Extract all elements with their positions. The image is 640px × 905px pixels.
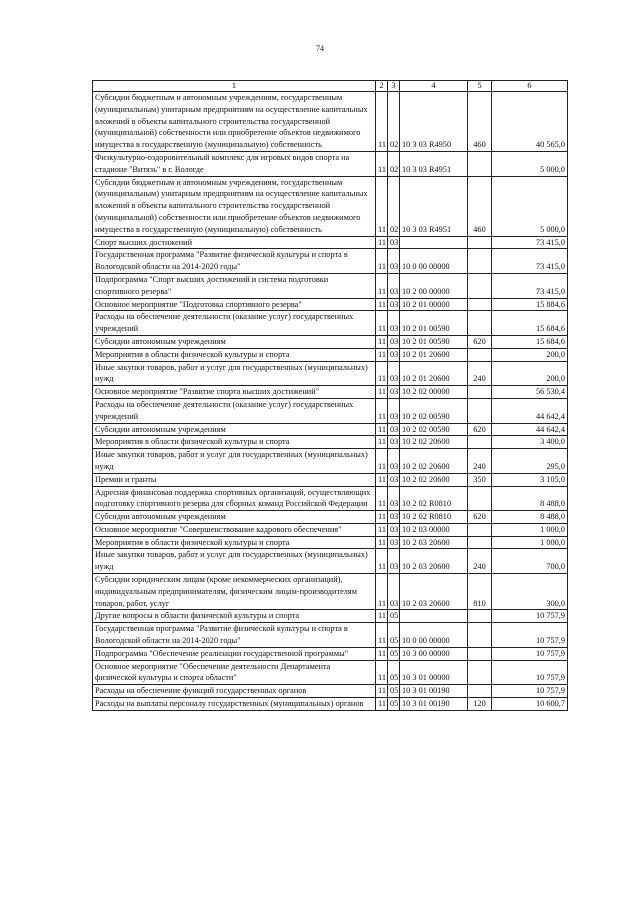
row-target-article: 10 0 00 00000 — [400, 249, 468, 274]
table-row — [93, 647, 568, 660]
row-target-article: 10 3 01 00190 — [400, 698, 468, 711]
page-number: 74 — [316, 44, 324, 53]
column-header-amount: 6 — [492, 81, 568, 92]
row-section: 11 — [376, 660, 388, 685]
row-target-article: 10 2 03 20600 — [400, 549, 468, 574]
table-row — [93, 536, 568, 549]
table-header-row — [93, 81, 568, 92]
row-subsection: 03 — [388, 386, 400, 399]
row-expense-type: 620 — [468, 423, 492, 436]
row-target-article: 10 2 01 00590 — [400, 335, 468, 348]
row-name: Основное мероприятие "Развитие спорта высших достижений" — [93, 386, 376, 399]
row-section: 11 — [376, 398, 388, 423]
row-section: 11 — [376, 623, 388, 648]
row-target-article: 10 2 01 00590 — [400, 311, 468, 336]
row-expense-type: 810 — [468, 574, 492, 610]
row-target-article: 10 2 01 20600 — [400, 361, 468, 386]
row-subsection: 03 — [388, 574, 400, 610]
row-amount: 15 684,6 — [492, 311, 568, 336]
row-section: 11 — [376, 249, 388, 274]
row-target-article: 10 3 01 00000 — [400, 660, 468, 685]
row-expense-type — [468, 386, 492, 399]
row-name: Подпрограмма "Спорт высших достижений и система подготовки спортивного резерва" — [93, 273, 376, 298]
row-target-article: 10 0 00 00000 — [400, 623, 468, 648]
row-name: Адресная финансовая поддержка спортивных организаций, осуществляющих подготовку спортивного резерва для сборных команд Российской Федерации — [93, 486, 376, 511]
row-expense-type: 240 — [468, 361, 492, 386]
row-target-article — [400, 236, 468, 249]
row-name: Премии и гранты — [93, 473, 376, 486]
table-row — [93, 685, 568, 698]
row-section: 11 — [376, 348, 388, 361]
row-target-article: 10 2 02 R0810 — [400, 511, 468, 524]
row-amount: 1 000,0 — [492, 536, 568, 549]
row-amount: 10 757,9 — [492, 647, 568, 660]
row-name: Расходы на обеспечение деятельности (оказание услуг) государственных учреждений — [93, 311, 376, 336]
row-amount: 5 000,0 — [492, 151, 568, 176]
row-section: 11 — [376, 423, 388, 436]
row-subsection: 03 — [388, 449, 400, 474]
table-row — [93, 236, 568, 249]
row-subsection: 05 — [388, 623, 400, 648]
row-expense-type: 620 — [468, 511, 492, 524]
row-subsection: 03 — [388, 348, 400, 361]
row-target-article: 10 3 01 00190 — [400, 685, 468, 698]
table-row — [93, 486, 568, 511]
row-subsection: 03 — [388, 249, 400, 274]
row-section: 11 — [376, 151, 388, 176]
row-name: Расходы на обеспечение деятельности (оказание услуг) государственных учреждений — [93, 398, 376, 423]
row-subsection: 03 — [388, 298, 400, 311]
row-subsection: 03 — [388, 536, 400, 549]
row-section: 11 — [376, 386, 388, 399]
row-name: Мероприятия в области физической культуры и спорта — [93, 536, 376, 549]
row-target-article: 10 2 03 20600 — [400, 574, 468, 610]
row-amount: 700,0 — [492, 549, 568, 574]
row-name: Подпрограмма "Обеспечение реализации государственной программы" — [93, 647, 376, 660]
table-row — [93, 698, 568, 711]
row-subsection: 03 — [388, 398, 400, 423]
table-row — [93, 361, 568, 386]
row-name: Физкультурно-оздоровительный комплекс для игровых видов спорта на стадионе "Витязь" в г. Вологде — [93, 151, 376, 176]
column-header-section: 2 — [376, 81, 388, 92]
row-target-article: 10 2 02 20600 — [400, 473, 468, 486]
row-expense-type: 240 — [468, 449, 492, 474]
row-amount: 44 642,4 — [492, 398, 568, 423]
table-row — [93, 436, 568, 449]
row-expense-type: 460 — [468, 176, 492, 236]
row-expense-type — [468, 523, 492, 536]
row-section: 11 — [376, 536, 388, 549]
row-expense-type — [468, 486, 492, 511]
row-amount: 73 415,0 — [492, 273, 568, 298]
row-expense-type: 460 — [468, 92, 492, 152]
table-row — [93, 574, 568, 610]
row-expense-type: 120 — [468, 698, 492, 711]
row-expense-type — [468, 436, 492, 449]
row-name: Спорт высших достижений — [93, 236, 376, 249]
table-row — [93, 386, 568, 399]
table-row — [93, 610, 568, 623]
row-target-article: 10 2 02 00000 — [400, 386, 468, 399]
row-target-article: 10 3 03 R4951 — [400, 151, 468, 176]
row-subsection: 03 — [388, 236, 400, 249]
column-header-name: 1 — [93, 81, 376, 92]
row-expense-type: 350 — [468, 473, 492, 486]
row-target-article: 10 2 02 20600 — [400, 449, 468, 474]
row-expense-type — [468, 236, 492, 249]
row-amount: 10 757,9 — [492, 610, 568, 623]
row-amount: 44 642,4 — [492, 423, 568, 436]
row-target-article: 10 2 00 00000 — [400, 273, 468, 298]
row-expense-type — [468, 311, 492, 336]
row-section: 11 — [376, 647, 388, 660]
table-row — [93, 311, 568, 336]
row-expense-type — [468, 273, 492, 298]
row-section: 11 — [376, 486, 388, 511]
row-subsection: 03 — [388, 335, 400, 348]
row-section: 11 — [376, 361, 388, 386]
table-row — [93, 523, 568, 536]
row-amount: 3 400,0 — [492, 436, 568, 449]
table-row — [93, 151, 568, 176]
row-name: Другие вопросы в области физической культуры и спорта — [93, 610, 376, 623]
column-header-subsection: 3 — [388, 81, 400, 92]
row-amount: 300,0 — [492, 574, 568, 610]
row-section: 11 — [376, 574, 388, 610]
row-expense-type — [468, 536, 492, 549]
row-expense-type — [468, 398, 492, 423]
row-name: Иные закупки товаров, работ и услуг для государственных (муниципальных) нужд — [93, 361, 376, 386]
row-name: Субсидии автономным учреждениям — [93, 423, 376, 436]
row-section: 11 — [376, 610, 388, 623]
row-target-article: 10 2 03 00000 — [400, 523, 468, 536]
row-target-article: 10 2 02 00590 — [400, 398, 468, 423]
row-section: 11 — [376, 436, 388, 449]
row-name: Субсидии автономным учреждениям — [93, 511, 376, 524]
row-name: Субсидии автономным учреждениям — [93, 335, 376, 348]
row-expense-type — [468, 610, 492, 623]
row-amount: 15 884,6 — [492, 298, 568, 311]
table-row — [93, 348, 568, 361]
table-row — [93, 423, 568, 436]
row-section: 11 — [376, 523, 388, 536]
row-amount: 1 000,0 — [492, 523, 568, 536]
row-amount: 40 565,0 — [492, 92, 568, 152]
row-subsection: 03 — [388, 361, 400, 386]
row-amount: 73 415,0 — [492, 236, 568, 249]
table-row — [93, 398, 568, 423]
row-expense-type — [468, 151, 492, 176]
row-expense-type: 620 — [468, 335, 492, 348]
row-name: Субсидии бюджетным и автономным учреждениям, государственным (муниципальным) унитарным предприятиям на осуществление капитальных вложений в объекты капитального строительства государственной (муниципальной) собственности или приобретение объектов недвижимого имущества в государственную (муниципальную) собственность — [93, 92, 376, 152]
row-section: 11 — [376, 273, 388, 298]
row-expense-type: 240 — [468, 549, 492, 574]
row-subsection: 05 — [388, 610, 400, 623]
row-subsection: 02 — [388, 92, 400, 152]
table-row — [93, 92, 568, 152]
row-amount: 295,0 — [492, 449, 568, 474]
row-expense-type — [468, 623, 492, 648]
row-section: 11 — [376, 298, 388, 311]
row-section: 11 — [376, 335, 388, 348]
row-section: 11 — [376, 698, 388, 711]
row-section: 11 — [376, 473, 388, 486]
row-name: Расходы на обеспечение функций государственных органов — [93, 685, 376, 698]
row-section: 11 — [376, 311, 388, 336]
column-header-target-article: 4 — [400, 81, 468, 92]
row-section: 11 — [376, 511, 388, 524]
row-name: Государственная программа "Развитие физической культуры и спорта в Вологодской области на 2014-2020 годы" — [93, 249, 376, 274]
row-target-article: 10 3 03 R4950 — [400, 92, 468, 152]
row-name: Субсидии бюджетным и автономным учреждениям, государственным (муниципальным) унитарным предприятиям на осуществление капитальных вложений в объекты капитального строительства государственной (муниципальной) собственности или приобретение объектов недвижимого имущества в государственную (муниципальную) собственность — [93, 176, 376, 236]
row-name: Основное мероприятие "Совершенствование кадрового обеспечения" — [93, 523, 376, 536]
row-subsection: 03 — [388, 523, 400, 536]
row-subsection: 03 — [388, 549, 400, 574]
row-section: 11 — [376, 176, 388, 236]
row-name: Основное мероприятие "Обеспечение деятельности Департамента физической культуры и спорта области" — [93, 660, 376, 685]
row-subsection: 03 — [388, 511, 400, 524]
column-header-expense-type: 5 — [468, 81, 492, 92]
row-expense-type — [468, 348, 492, 361]
row-subsection: 03 — [388, 486, 400, 511]
row-amount: 10 600,7 — [492, 698, 568, 711]
row-target-article: 10 2 01 00000 — [400, 298, 468, 311]
row-subsection: 05 — [388, 660, 400, 685]
row-subsection: 02 — [388, 176, 400, 236]
row-expense-type — [468, 647, 492, 660]
row-amount: 10 757,9 — [492, 685, 568, 698]
table-row — [93, 449, 568, 474]
row-expense-type — [468, 685, 492, 698]
table-row — [93, 335, 568, 348]
row-amount: 8 488,0 — [492, 511, 568, 524]
row-section: 11 — [376, 685, 388, 698]
row-subsection: 05 — [388, 698, 400, 711]
table-row — [93, 549, 568, 574]
row-name: Мероприятия в области физической культуры и спорта — [93, 436, 376, 449]
row-expense-type — [468, 298, 492, 311]
row-name: Субсидии юридическим лицам (кроме некоммерческих организаций), индивидуальным предпринимателям, физическим лицам-производителям товаров, работ, услуг — [93, 574, 376, 610]
row-name: Иные закупки товаров, работ и услуг для государственных (муниципальных) нужд — [93, 549, 376, 574]
table-row — [93, 660, 568, 685]
row-name: Основное мероприятие "Подготовка спортивного резерва" — [93, 298, 376, 311]
row-amount: 10 757,9 — [492, 660, 568, 685]
table-row — [93, 298, 568, 311]
table-row — [93, 273, 568, 298]
row-amount: 56 530,4 — [492, 386, 568, 399]
row-amount: 5 000,0 — [492, 176, 568, 236]
row-target-article: 10 2 02 20600 — [400, 436, 468, 449]
row-amount: 73 415,0 — [492, 249, 568, 274]
row-amount: 10 757,9 — [492, 623, 568, 648]
table-row — [93, 176, 568, 236]
row-subsection: 05 — [388, 647, 400, 660]
row-amount: 200,0 — [492, 361, 568, 386]
row-expense-type — [468, 249, 492, 274]
table-row — [93, 473, 568, 486]
table-row — [93, 623, 568, 648]
row-amount: 3 105,0 — [492, 473, 568, 486]
row-subsection: 05 — [388, 685, 400, 698]
row-target-article: 10 2 03 20600 — [400, 536, 468, 549]
row-section: 11 — [376, 236, 388, 249]
row-subsection: 03 — [388, 473, 400, 486]
row-name: Расходы на выплаты персоналу государственных (муниципальных) органов — [93, 698, 376, 711]
row-target-article — [400, 610, 468, 623]
row-target-article: 10 3 00 00000 — [400, 647, 468, 660]
row-target-article: 10 2 02 R0810 — [400, 486, 468, 511]
row-subsection: 03 — [388, 311, 400, 336]
row-amount: 8 488,0 — [492, 486, 568, 511]
row-section: 11 — [376, 549, 388, 574]
table-row — [93, 511, 568, 524]
row-target-article: 10 2 01 20600 — [400, 348, 468, 361]
budget-table — [92, 80, 568, 711]
row-subsection: 02 — [388, 151, 400, 176]
row-subsection: 03 — [388, 273, 400, 298]
row-name: Государственная программа "Развитие физической культуры и спорта в Вологодской области на 2014-2020 годы" — [93, 623, 376, 648]
row-target-article: 10 2 02 00590 — [400, 423, 468, 436]
row-target-article: 10 3 03 R4951 — [400, 176, 468, 236]
row-subsection: 03 — [388, 436, 400, 449]
row-name: Мероприятия в области физической культуры и спорта — [93, 348, 376, 361]
row-expense-type — [468, 660, 492, 685]
row-section: 11 — [376, 449, 388, 474]
row-amount: 200,0 — [492, 348, 568, 361]
row-subsection: 03 — [388, 423, 400, 436]
row-amount: 15 684,6 — [492, 335, 568, 348]
table-row — [93, 249, 568, 274]
row-name: Иные закупки товаров, работ и услуг для государственных (муниципальных) нужд — [93, 449, 376, 474]
row-section: 11 — [376, 92, 388, 152]
